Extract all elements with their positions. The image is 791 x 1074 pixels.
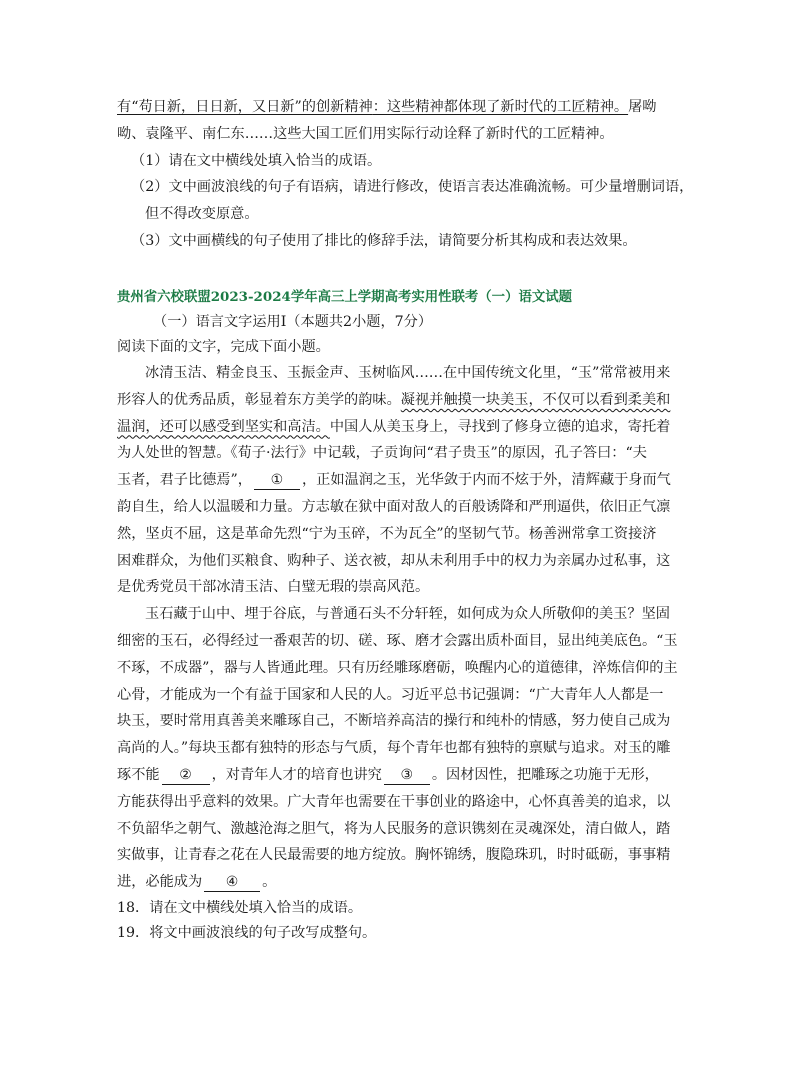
underlined-sentence: 有“苟日新，日日新，又日新”的创新精神 <box>117 99 373 115</box>
text-line: 实做事，让青春之花在人民最需要的地方绽放。胸怀锦绣，腹隐珠玑，时时砥砺，事事精 <box>117 847 671 864</box>
exam-heading: 贵州省六校联盟2023-2024学年高三上学期高考实用性联考（一）语文试题 <box>117 289 573 305</box>
text-span: 。因材因性，把雕琢之功施于无形， <box>431 766 659 783</box>
text-span: 玉者，君子比德焉”， <box>117 472 252 489</box>
question-item: （3）文中画横线的句子使用了排比的修辞手法，请简要分析其构成和表达效果。 <box>131 232 637 249</box>
answer-blank-1[interactable]: ① <box>254 471 300 490</box>
answer-blank-4[interactable]: ④ <box>204 873 260 892</box>
text-line: 不琢，不成器”，器与人皆通此理。只有历经雕琢磨砺，唤醒内心的道德律，淬炼信仰的主 <box>117 659 678 676</box>
exam-section <box>117 285 677 946</box>
text-span: ，对青年人才的培育也讲究 <box>211 766 382 783</box>
text-line: 韵自生，给人以温暖和力量。方志敏在狱中面对敌人的百般诱降和严刑逼供，依旧正气凛 <box>117 498 671 515</box>
text-line: 困难群众，为他们买粮食、购种子、送衣被，却从未利用手中的权力为亲属办过私事，这 <box>117 552 671 569</box>
answer-blank-3[interactable]: ③ <box>384 766 430 785</box>
text-span: 。 <box>262 874 277 891</box>
text-line: 细密的玉石，必得经过一番艰苦的切、磋、琢、磨才会露出质朴面目，显出纯美底色。“玉 <box>117 632 678 649</box>
paragraph-1 <box>117 360 677 601</box>
text-line: 是优秀党员干部冰清玉洁、白璧无瑕的崇高风范。 <box>117 579 430 596</box>
text-line <box>117 387 677 414</box>
instruction: 阅读下面的文字，完成下面小题。 <box>117 339 330 355</box>
wavy-underlined-sentence: 温润，还可以感受到坚实和高洁。 <box>117 418 330 435</box>
prior-question-block <box>117 94 694 255</box>
text-span: 进，必能成为 <box>117 874 203 891</box>
text-line: 高尚的人。”每块玉都有独特的形态与气质，每个青年也都有独特的禀赋与追求。对玉的雕 <box>117 740 671 757</box>
section-title: （一）语言文字运用Ⅰ（本题共2小题，7分） <box>153 314 433 330</box>
text-span: 琢不能 <box>117 766 160 783</box>
question-item: （2）文中画波浪线的句子有语病，请进行修改，使语言表达准确流畅。可少量增删词语， <box>131 179 694 196</box>
text-line: 然，坚贞不屈，这是革命先烈“宁为玉碎，不为瓦全”的坚韧气节。杨善洲常拿工资接济 <box>117 525 657 542</box>
text-line: 不负韶华之朝气、激越沧海之胆气，将为人民服务的意识镌刻在灵魂深处，清白做人，踏 <box>117 820 671 837</box>
text-span: 屠呦 <box>628 99 657 115</box>
text-line: 冰清玉洁、精金良玉、玉振金声、玉树临风……在中国传统文化里，“玉”常常被用来 <box>145 365 671 381</box>
text-line: 心骨，才能成为一个有益于国家和人民的人。习近平总书记强调：“广大青年人人都是一 <box>117 686 664 703</box>
text-span: 形容人的优秀品质，彰显着东方美学的韵味。 <box>117 391 401 408</box>
paragraph-2 <box>117 601 677 896</box>
text-line <box>117 869 677 896</box>
text-line: 玉石藏于山中、埋于谷底，与普通石头不分轩轾，如何成为众人所敬仰的美玉？坚固 <box>145 606 670 623</box>
text-line <box>117 467 677 494</box>
text-line: 块玉，要时常用真善美来雕琢自己，不断培养高洁的操行和纯朴的情感，努力使自己成为 <box>117 713 671 730</box>
text-line: 为人处世的智慧。《荀子·法行》中记载，子贡询问“君子贵玉”的原因，孔子答曰：“夫 <box>117 445 647 462</box>
wavy-underlined-sentence: 凝视并触摸一块美玉，不仅可以看到柔美和 <box>400 391 671 408</box>
text-line <box>117 762 677 789</box>
answer-blank-2[interactable]: ② <box>162 766 210 785</box>
text-line: 呦、袁隆平、南仁东……这些大国工匠们用实际行动诠释了新时代的工匠精神。 <box>117 125 614 142</box>
text-span: ，正如温润之玉，光华敛于内而不炫于外，清辉藏于身而气 <box>301 472 671 489</box>
question-item-continuation: 但不得改变原意。 <box>145 206 259 223</box>
text-line <box>117 414 677 441</box>
text-line <box>117 94 677 121</box>
underlined-sentence: ：这些精神都体现了新时代的工匠精神。 <box>372 99 629 115</box>
question-18: 18．请在文中横线处填入恰当的成语。 <box>117 899 363 916</box>
question-19: 19．将文中画波浪线的句子改写成整句。 <box>117 924 377 941</box>
text-line: 方能获得出乎意料的效果。广大青年也需要在干事创业的路途中，心怀真善美的追求，以 <box>117 793 671 810</box>
question-item: （1）请在文中横线处填入恰当的成语。 <box>131 152 382 169</box>
text-span: 中国人从美玉身上，寻找到了修身立德的追求，寄托着 <box>329 418 671 435</box>
